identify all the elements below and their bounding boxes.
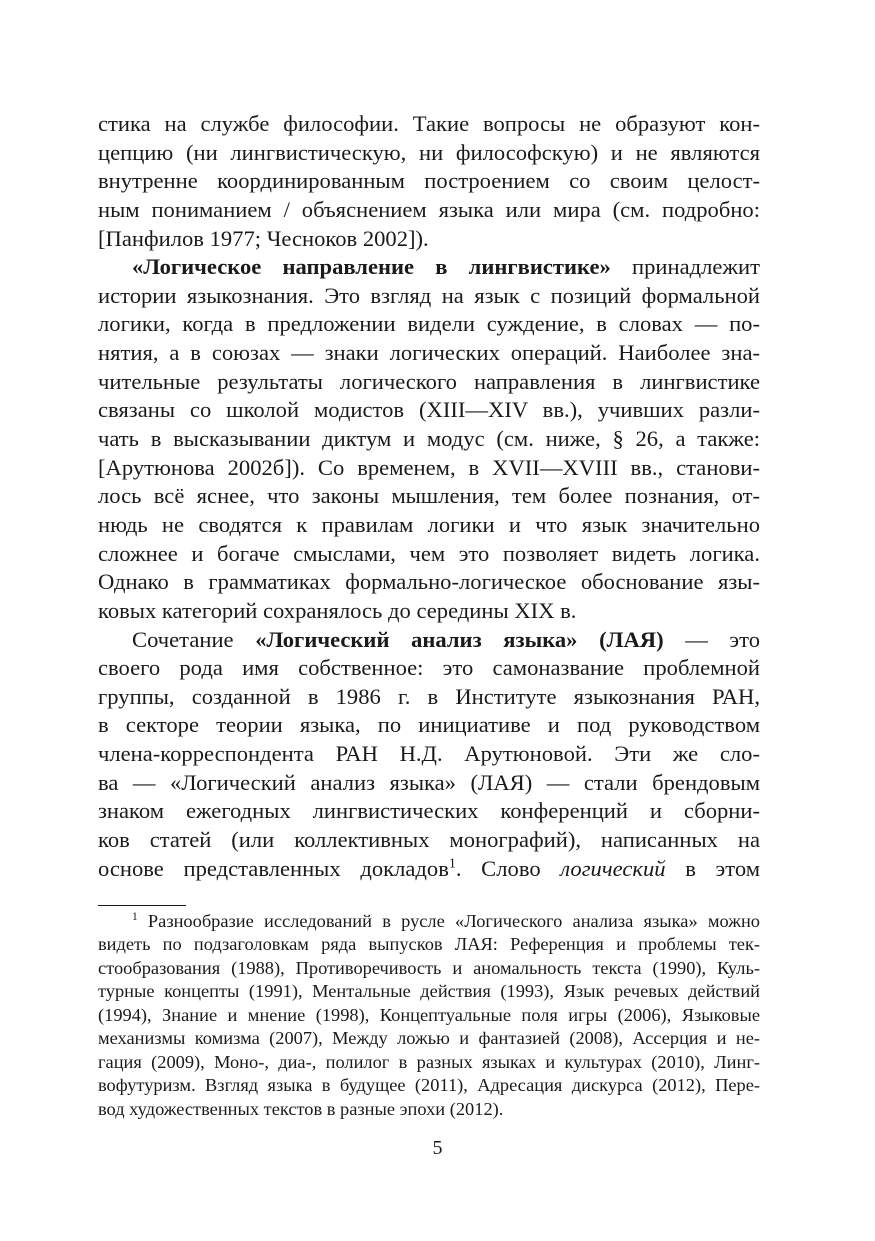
text-line: своего рода имя собственное: это самоназвание проблемной bbox=[98, 655, 760, 681]
italic-word: логический bbox=[560, 855, 666, 881]
text-line: чать в высказывании диктум и модус (см. ниже, § 26, а также: bbox=[98, 426, 760, 452]
text-line: знаком ежегодных лингвистических конференций и сборни- bbox=[98, 798, 760, 824]
text-fragment: Сочетание bbox=[132, 626, 256, 652]
text-line: вофутуризм. Взгляд языка в будущее (2011), Адресация дискурса (2012), Пере- bbox=[98, 1075, 760, 1096]
text-line: турные концепты (1991), Ментальные действия (1993), Язык речевых действий bbox=[98, 981, 760, 1002]
main-text bbox=[98, 110, 760, 883]
text-line: группы, созданной в 1986 г. в Институте языкознания РАН, bbox=[98, 683, 760, 709]
text-line: [Арутюнова 2002б]). Со временем, в XVII—XVIII вв., станови- bbox=[98, 454, 760, 480]
text-line: чительные результаты логического направления в лингвистике bbox=[98, 368, 760, 394]
text-fragment: Разнообразие исследований в русле «Логического анализа языка» можно bbox=[137, 911, 760, 931]
text-line: ковых категорий сохранялось до середины XIX в. bbox=[98, 597, 577, 623]
page-number: 5 bbox=[432, 1137, 443, 1159]
text-line: связаны со школой модистов (XIII—XIV вв.), учивших разли- bbox=[98, 397, 760, 423]
text-line bbox=[98, 910, 760, 933]
paragraph-1 bbox=[98, 110, 760, 253]
footnote-divider bbox=[98, 905, 186, 906]
text-line: ным пониманием / объяснением языка или мира (см. подробно: bbox=[98, 196, 760, 222]
text-fragment: основе представленных докладов bbox=[98, 855, 449, 881]
paragraph-3 bbox=[98, 626, 760, 884]
text-line: стообразования (1988), Противоречивость и аномальность текста (1990), Куль- bbox=[98, 957, 760, 978]
text-line: в секторе теории языка, по инициативе и под руководством bbox=[98, 712, 760, 738]
footnote-marker: 1 bbox=[132, 910, 138, 923]
text-line: нюдь не сводятся к правилам логики и что язык значительно bbox=[98, 511, 760, 537]
text-line: вод художественных текстов в разные эпохи (2012). bbox=[98, 1098, 504, 1119]
text-line: цепцию (ни лингвистическую, ни философскую) и не являются bbox=[98, 139, 760, 165]
text-fragment: в этом bbox=[665, 855, 760, 881]
text-line: стика на службе философии. Такие вопросы не образуют кон- bbox=[98, 111, 760, 136]
text-line bbox=[98, 855, 760, 884]
text-line: внутренне координированным построением со своим целост- bbox=[98, 168, 760, 194]
text-line: лось всё яснее, что законы мышления, тем более познания, от- bbox=[98, 483, 760, 509]
text-line: ва — «Логический анализ языка» (ЛАЯ) — стали брендовым bbox=[98, 769, 760, 795]
bold-term-logical-analysis: «Логический анализ языка» (ЛАЯ) bbox=[255, 626, 664, 652]
text-fragment: — это bbox=[663, 626, 760, 652]
footnote-1 bbox=[98, 910, 760, 1121]
text-line: гация (2009), Моно-, диа-, полилог в разных языках и культурах (2010), Линг- bbox=[98, 1051, 760, 1072]
text-line: видеть по подзаголовкам ряда выпусков ЛАЯ: Референция и проблемы тек- bbox=[98, 934, 760, 955]
text-fragment: . Слово bbox=[455, 855, 561, 881]
text-line: [Панфилов 1977; Чесноков 2002]). bbox=[98, 225, 429, 251]
text-line: логики, когда в предложении видели суждение, в словах — по- bbox=[98, 311, 760, 337]
text-line: (1994), Знание и мнение (1998), Концептуальные поля игры (2006), Языковые bbox=[98, 1004, 760, 1025]
bold-term-logical-direction: «Логическое направление в лингвистике» bbox=[132, 254, 611, 280]
text-line: механизмы комизма (2007), Между ложью и фантазией (2008), Ассерция и не- bbox=[98, 1028, 760, 1049]
text-line: Однако в грамматиках формально-логическое обоснование язы- bbox=[98, 569, 760, 595]
text-line bbox=[98, 626, 760, 655]
text-fragment: принадлежит bbox=[610, 254, 760, 280]
footnote-reference[interactable]: 1 bbox=[448, 856, 456, 872]
text-line: ков статей (или коллективных монографий), написанных на bbox=[98, 827, 760, 853]
text-line bbox=[98, 253, 760, 282]
paragraph-2 bbox=[98, 253, 760, 625]
text-line: истории языкознания. Это взгляд на язык с позиций формальной bbox=[98, 282, 760, 308]
text-line: члена-корреспондента РАН Н.Д. Арутюновой. Эти же сло- bbox=[98, 741, 760, 767]
text-line: нятия, а в союзах — знаки логических операций. Наиболее зна- bbox=[98, 340, 760, 366]
text-line: сложнее и богаче смыслами, чем это позволяет видеть логика. bbox=[98, 540, 760, 566]
